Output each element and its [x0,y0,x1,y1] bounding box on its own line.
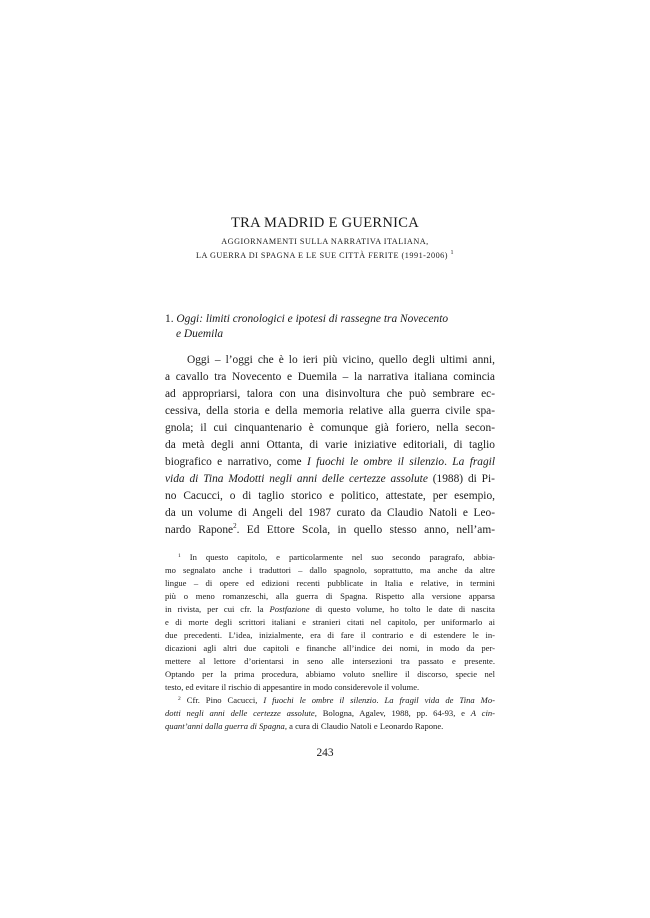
footnote-line: testo, ed evitare il rischio di appesantire in modo considerevole il volume. [165,682,420,692]
footnote-ref-1[interactable]: 1 [450,250,455,256]
section-heading [165,312,495,341]
footnote-text-run: In questo capitolo, e particolarmente nel suo secondo paragrafo, abbia- [189,552,495,562]
footnote-text-run: in rivista, per cui cfr. la [165,604,270,614]
footnote-number-1: 1 [178,553,181,559]
footnote-italic-run: I fuochi le ombre il silenzio [263,695,377,705]
footnote-italic-run: dotti negli anni delle certezze assolute [165,708,315,718]
body-line: Oggi – l’oggi che è lo ieri più vicino, quello degli ultimi anni, [187,354,495,366]
footnote-line: lingue – di opere ed edizioni recenti pubblicate in Italia e relative, in termini [165,578,495,588]
body-line: da un volume di Angeli del 1987 curato da Claudio Natoli e Leo- [165,507,495,519]
body-line [165,456,495,468]
footnote-line: mettere al lettore d’orientarsi in seno alle intersezioni tra passato e presente. [165,656,495,666]
body-line: cessiva, della storia e della memoria relative alla guerra civile spa- [165,405,495,417]
body-line: ad appropriarsi, talora con una disinvoltura che può sembrare ec- [165,388,495,400]
body-line: a cavallo tra Novecento e Duemila – la narrativa italiana comincia [165,371,495,383]
chapter-subtitle-line2-text: LA GUERRA DI SPAGNA E LE SUE CITTÀ FERITE (1991-2006) [195,251,448,260]
body-line: da metà degli anni Ottanta, di varie iniziative editoriali, di taglio [165,439,495,451]
section-number: 1. [165,313,174,325]
chapter-subtitle-line2 [0,251,650,260]
footnote-line [178,552,495,562]
footnote-line: e di morte degli scrittori italiani e stranieri citati nel capitolo, per uniformarlo ai [165,617,495,627]
body-line [165,524,495,536]
body-line [165,473,495,485]
book-title: I fuochi le ombre il silenzio [306,456,445,468]
body-text-run: biografico e narrativo, come [165,456,307,468]
footnote-line [165,708,495,718]
chapter-title: TRA MADRID E GUERNICA [231,215,419,231]
footnote-line [178,695,495,705]
footnote-text-run: , a cura di Claudio Natoli e Leonardo Rapone. [284,721,444,731]
body-line: gnola; il cui cinquantenario è comunque già foriero, nella secon- [165,422,495,434]
footnote-line: dicazioni agli altri due capitoli e finanche all’indice dei nomi, in modo da per- [165,643,495,653]
footnote-line: Optando per la prima procedura, abbiamo voluto snellire il discorso, specie nel [165,669,495,679]
section-title-line2: e Duemila [176,327,224,340]
footnote-text-run: . [376,695,385,705]
footnote-italic-run: A cin- [470,708,495,718]
chapter-subtitle-line1: AGGIORNAMENTI SULLA NARRATIVA ITALIANA, [221,237,429,246]
body-text-run: . Ed Ettore Scola, in quello stesso anno, nell’am- [236,524,496,536]
footnote-italic-run: quant’anni dalla guerra di Spagna [165,721,285,731]
body-text-run: nardo Rapone [165,524,234,536]
footnote-text-run: Cfr. Pino Cacucci, [186,695,264,705]
body-text-run: . [444,456,453,468]
footnote-line: due precedenti. L’idea, inizialmente, era di fare il contrario e di estendere le in- [165,630,495,640]
footnote-ref-2[interactable]: 2 [233,522,237,530]
book-title: La fragil [452,456,496,468]
footnote-italic-run: Postfazione [269,604,310,614]
body-text-run: (1988) di Pi- [427,473,495,485]
footnote-number-2: 2 [178,696,181,702]
book-title: vida di Tina Modotti negli anni delle certezze assolute [165,473,428,485]
footnote-text-run: , Bologna, Agalev, 1988, pp. 64-93, e [314,708,471,718]
footnote-line: più o meno romanzeschi, alla guerra di Spagna. Rispetto alla versione apparsa [165,591,495,601]
footnote-line [165,721,495,731]
footnote-italic-run: La fragil vida de Tina Mo- [384,695,496,705]
body-line: no Cacucci, o di taglio storico e politico, attestate, per esempio, [165,490,495,502]
page-number: 243 [316,747,334,759]
section-title-line1: Oggi: limiti cronologici e ipotesi di rassegne tra Novecento [176,313,449,325]
footnote-line: mo segnalato anche i traduttori – dallo spagnolo, soprattutto, ma anche da altre [165,565,495,575]
footnote-text-run: di questo volume, ho tolto le date di nascita [309,604,496,614]
footnote-line [165,604,495,614]
